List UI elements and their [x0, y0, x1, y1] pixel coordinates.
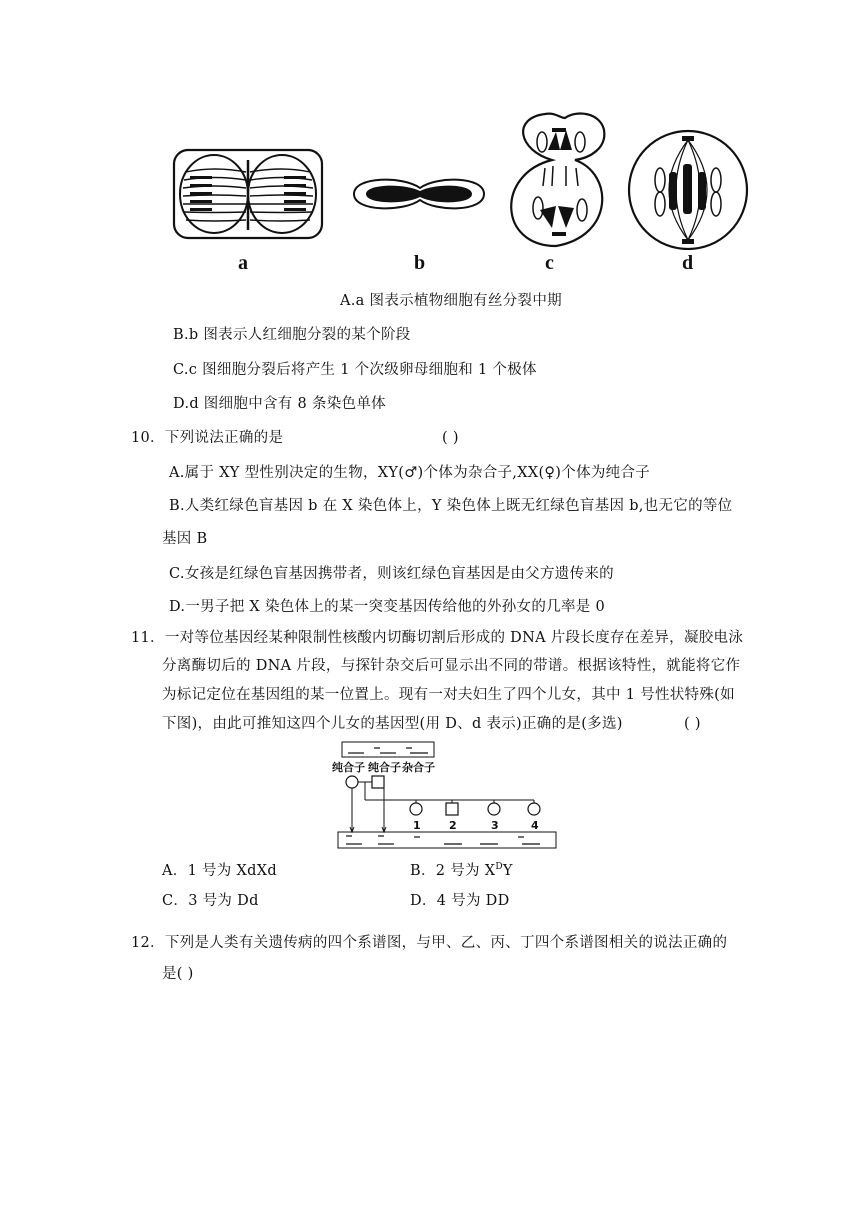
pedigree-child-number-4: 4 [531, 819, 539, 832]
q9-option-a: A.a 图表示植物细胞有丝分裂中期 [340, 293, 562, 309]
cell-b-diagram [354, 180, 484, 209]
cell-division-figure [0, 0, 860, 250]
pedigree-child-number-3: 3 [491, 819, 499, 832]
q10-option-b-line2: 基因 B [162, 531, 208, 547]
q11-option-b-superscript: D [495, 862, 503, 873]
q11-option-a: A．1 号为 XdXd [162, 863, 277, 879]
q10-option-c: C.女孩是红绿色盲基因携带者，则该红绿色盲基因是由父方遗传来的 [169, 566, 614, 582]
q9-option-c: C.c 图细胞分裂后将产生 1 个次级卵母细胞和 1 个极体 [173, 362, 537, 378]
q12-stem-line2: 是( ) [162, 966, 194, 982]
pedigree-parent-label-3: 杂合子 [402, 761, 435, 774]
pedigree-child-3 [488, 803, 500, 815]
q9-option-d: D.d 图细胞中含有 8 条染色单体 [173, 396, 386, 412]
cell-a-diagram [174, 150, 322, 238]
pedigree-parent-label-2: 纯合子 [368, 761, 401, 774]
pedigree-child-number-1: 1 [413, 819, 421, 832]
pedigree-child-4 [528, 803, 540, 815]
gel-bands-box [338, 832, 556, 848]
figure-label-b: b [414, 252, 426, 274]
q12-stem-line1: 12．下列是人类有关遗传病的四个系谱图，与甲、乙、丙、丁四个系谱图相关的说法正确的 [131, 935, 728, 951]
q11-option-b-text: B．2 号为 X [410, 863, 496, 879]
q10-answer-paren: ( ) [442, 430, 459, 446]
figure-label-c: c [545, 252, 554, 274]
q11-option-c: C．3 号为 Dd [162, 893, 259, 909]
pedigree-child-2 [446, 803, 458, 815]
q10-option-b-line1: B.人类红绿色盲基因 b 在 X 染色体上，Y 染色体上既无红绿色盲基因 b,也无它的等位 [169, 498, 733, 514]
cell-d-diagram [629, 131, 747, 249]
pedigree-mother [346, 776, 358, 788]
q11-stem-line2: 分离酶切后的 DNA 片段，与探针杂交后可显示出不同的带谱。根据该特性，就能将它作 [162, 658, 741, 674]
pedigree-father [372, 776, 384, 788]
q11-answer-paren: ( ) [684, 716, 701, 732]
pedigree-parent-label-1: 纯合子 [332, 761, 365, 774]
q11-option-b-suffix: Y [502, 863, 513, 879]
q11-stem-line1: 11．一对等位基因经某种限制性核酸内切酶切割后形成的 DNA 片段长度存在差异，凝胶电泳 [131, 630, 744, 646]
q11-option-d: D．4 号为 DD [410, 893, 510, 909]
cell-c-diagram [511, 114, 604, 246]
q9-option-b: B.b 图表示人红细胞分裂的某个阶段 [173, 327, 411, 343]
q11-stem-line3: 为标记定位在基因组的某一位置上。现有一对夫妇生了四个儿女，其中 1 号性状特殊(如 [162, 687, 735, 703]
pedigree-gel-figure [330, 740, 560, 852]
q10-option-a: A.属于 XY 型性别决定的生物，XY(♂)个体为杂合子,XX(♀)个体为纯合子 [169, 465, 651, 481]
q10-stem: 10．下列说法正确的是 [131, 430, 284, 446]
pedigree-child-1 [410, 803, 422, 815]
q11-stem-line4: 下图)，由此可推知这四个儿女的基因型(用 D、d 表示)正确的是(多选) [162, 716, 623, 732]
q10-option-d: D.一男子把 X 染色体上的某一突变基因传给他的外孙女的几率是 0 [169, 599, 605, 615]
pedigree-child-number-2: 2 [449, 819, 457, 832]
figure-label-d: d [682, 252, 694, 274]
q11-option-b [410, 861, 513, 881]
figure-label-a: a [238, 252, 248, 274]
